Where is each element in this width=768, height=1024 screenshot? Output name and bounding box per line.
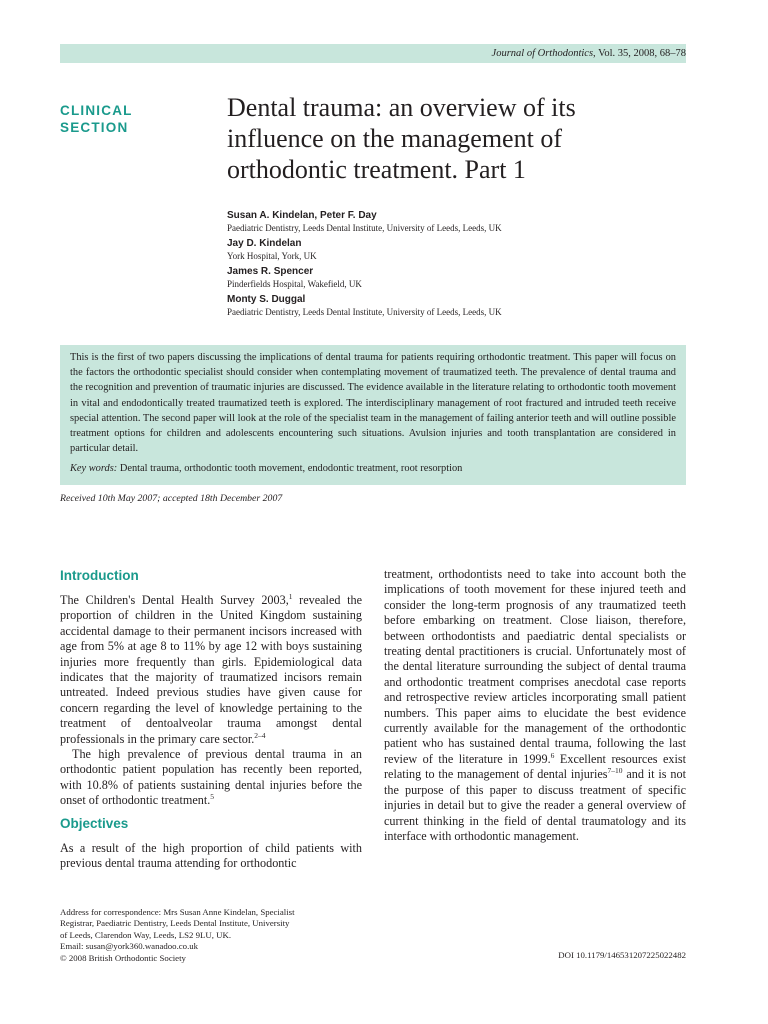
right-p1-text-a: treatment, orthodontists need to take into account both the implications of tooth movement for these injured teeth and consider the long-term prognosis of any traumatized teeth before embarking on treatment. Close liaison, therefore, between orthodontists and paediatric dental specialists or treating dental practitioners is crucial. Unfortunately most of the dental literature surrounding the subject of dental trauma and orthodontic treatment comprises anecdotal case reports and retrospective review articles incorporating small patient numbers. This paper aims to elucidate the best evidence currently available for the management of the orthodontic patient who has sustained dental trauma, following the last review of the literature in 1999. — [384, 567, 686, 766]
left-column — [60, 567, 362, 872]
author-name: Jay D. Kindelan — [227, 238, 302, 249]
author-entry — [227, 293, 687, 318]
journal-name: Journal of Orthodontics — [491, 48, 594, 59]
author-affiliation: Paediatric Dentistry, Leeds Dental Institute, University of Leeds, Leeds, UK — [227, 223, 502, 233]
right-column-paragraph — [384, 567, 686, 844]
author-affiliation: Pinderfields Hospital, Wakefield, UK — [227, 279, 362, 289]
objectives-paragraph: As a result of the high proportion of child patients with previous dental trauma attending for orthodontic — [60, 840, 362, 871]
citation-ref: 2–4 — [254, 730, 266, 740]
article-title: Dental trauma: an overview of its influence on the management of orthodontic treatment. Part 1 — [227, 93, 576, 184]
author-affiliation: Paediatric Dentistry, Leeds Dental Institute, University of Leeds, Leeds, UK — [227, 307, 502, 317]
author-name: Susan A. Kindelan, Peter F. Day — [227, 210, 377, 221]
received-dates: Received 10th May 2007; accepted 18th December 2007 — [60, 493, 283, 504]
author-name: Monty S. Duggal — [227, 294, 306, 305]
citation-ref: 5 — [210, 792, 215, 802]
abstract-text: This is the first of two papers discussing the implications of dental trauma for patients requiring orthodontic treatment. This paper will focus on the factors the orthodontic specialist should consider when contemplating movement of traumatized teeth. The prevalence of dental trauma and the recognition and prevention of traumatic injuries are discussed. The evidence available in the literature relating to orthodontic tooth movement in vital and endodontically treated traumatized teeth is explored. The interdisciplinary management of root fractured and intruded teeth receive special attention. The second paper will look at the role of the specialist team in the management of failing anterior teeth and will outline possible treatment options for children and adolescents encountering such situations. Avulsion injuries and tooth transplantation are considered in particular detail. — [70, 352, 676, 455]
doi: DOI 10.1179/146531207225022482 — [558, 950, 686, 960]
right-p1-text-b: Excellent resources exist relating to the management of dental injuries — [384, 751, 686, 782]
author-entry — [227, 265, 687, 290]
correspondence-line: Address for correspondence: Mrs Susan Anne Kindelan, Specialist — [60, 907, 295, 917]
section-label — [60, 102, 133, 136]
keywords-line — [70, 461, 676, 476]
author-name: James R. Spencer — [227, 266, 314, 277]
author-entry — [227, 209, 687, 234]
citation-ref: 6 — [550, 750, 555, 760]
intro-p2-text: The high prevalence of previous dental trauma in an orthodontic patient population has recently been reported, with 10.8% of patients sustaining dental injuries before the onset of orthodontic treatment. — [60, 747, 362, 808]
section-label-line-1: CLINICAL — [60, 103, 133, 118]
author-entry — [227, 237, 687, 262]
correspondence-line: of Leeds, Clarendon Way, Leeds, LS2 9LU, UK. — [60, 929, 232, 940]
section-label-line-2: SECTION — [60, 120, 129, 135]
right-column — [384, 567, 686, 844]
journal-issue: , Vol. 35, 2008, 68–78 — [593, 48, 686, 59]
intro-p1-text-b: revealed the proportion of children in the United Kingdom sustaining accidental damage to their permanent incisors increased with age from 5% at age 8 to 11% by age 12 with boys sustaining injuries more frequently than girls. Epidemiological data indicates that the majority of traumatized incisors remain untreated. Indeed previous studies have given cause for concern regarding the level of knowledge pertaining to the treatment of dentoalveolar trauma amongst dental professionals in the primary care sector. — [60, 593, 362, 746]
author-affiliation: York Hospital, York, UK — [227, 251, 317, 261]
keywords-text: Dental trauma, orthodontic tooth movement, endodontic treatment, root resorption — [119, 463, 463, 475]
author-list — [227, 209, 687, 321]
journal-citation — [492, 47, 686, 60]
introduction-paragraph-2 — [60, 747, 362, 809]
abstract-box — [60, 345, 686, 485]
keywords-label: Key words: — [70, 463, 118, 475]
correspondence-line: Registrar, Paediatric Dentistry, Leeds Dental Institute, University — [60, 918, 290, 929]
right-p1-text-c: and it is not the purpose of this paper to discuss treatment of specific injuries in detail but to give the reader a general overview of current thinking in the field of dental traumatology and its interface with orthodontic management. — [384, 767, 686, 843]
objectives-heading: Objectives — [60, 815, 129, 831]
citation-ref: 7–10 — [607, 766, 623, 776]
correspondence-email: Email: susan@york360.wanadoo.co.uk — [60, 941, 199, 952]
introduction-paragraph-1 — [60, 593, 362, 747]
introduction-heading: Introduction — [60, 568, 139, 583]
citation-ref: 1 — [288, 592, 293, 601]
correspondence-footnote — [60, 907, 360, 964]
intro-p1-text-a: The Children's Dental Health Survey 2003, — [60, 593, 289, 607]
copyright-line: © 2008 British Orthodontic Society — [60, 952, 186, 963]
